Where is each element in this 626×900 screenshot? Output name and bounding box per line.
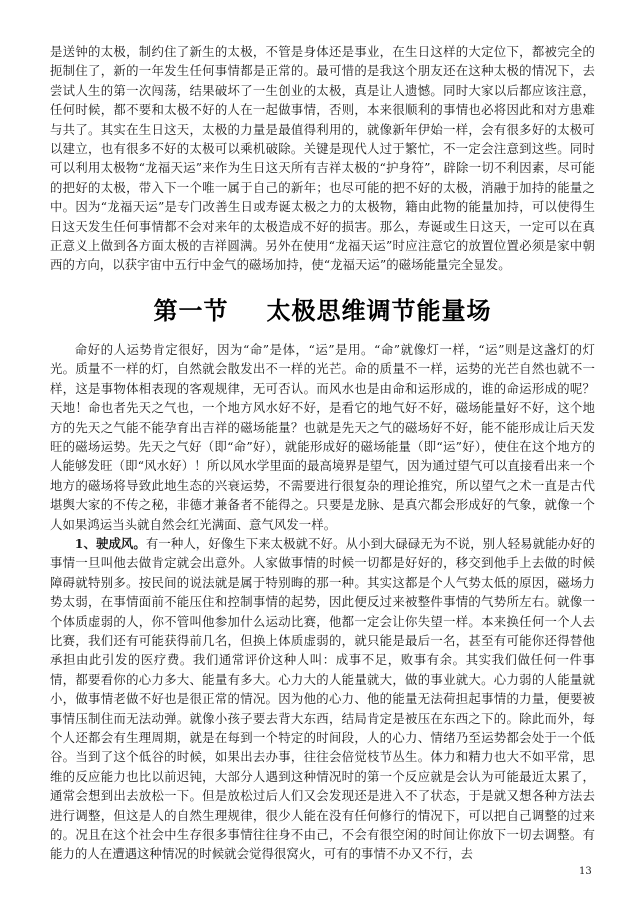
page-body: [50, 42, 595, 864]
paragraph-fate-and-fortune: 命好的人运势肯定很好，因为“命”是体，“运”是用。“命”就像灯一样，“运”则是这盏灯的灯光。质量不一样的灯，自然就会散发出不一样的光芒。命的质量不一样，运势的光芒自然也就不一样，这是事物体相表现的客观规律，无可否认。而风水也是由命和运形成的，谁的命运形成的呢？天地！命也者先天之气也，一个地方风水好不好，是看它的地气好不好，磁场能量好不好，这个地方的先天之气能不能孕育出吉祥的磁场能量？也就是先天之气的磁场好不好，能不能形成让后天发旺的磁场运势。先天之气好（即“命”好），就能形成好的磁场能量（即“运”好），使住在这个地方的人能够发旺（即“风水好）！所以风水学里面的最高境界是望气，因为通过望气可以直接看出来一个地方的磁场将导致此地生态的兴衰运势，不需要进行很复杂的理论推究，所以望气之术一直是古代堪舆大家的不传之秘，非德才兼备者不能得之。只要是龙脉、是真穴都会形成好的气象，就像一个人如果鸿运当头就自然会红光满面、意气风发一样。: [50, 341, 595, 532]
section-title: 太极思维调节能量场: [266, 296, 492, 325]
item-1-body: 有一种人，好像生下来太极就不好。从小到大碌碌无为不说，别人轻易就能办好的事情一旦叫他去做肯定就会出意外。人家做事情的时候一切都是好好的，移交到他手上去做的时候障碍就特别多。按民间的说法就是属于特别晦的那一种。其实这都是个人气势太低的原因，磁场力势太弱，在事情面前不能压住和控制事情的起势，因此便反过来被整件事情的气势所左右。就像一个体质虚弱的人，你不管叫他参加什么运动比赛，他都一定会让你失望一样。本来换任何一个人去比赛，我们还有可能获得前几名，但换上体质虚弱的，就只能是最后一名，甚至有可能你还得替他承担由此引发的医疗费。我们通常评价这种人叫：成事不足，败事有余。其实我们做任何一件事情，都要看你的心力多大、能量有多大。心力大的人能量就大，做的事业就大。心力弱的人能量就小，做事情老做不好也是很正常的情况。因为他的心力、他的能量无法荷担起事情的力量，便要被事情压制住而无法动弹。就像小孩子要去背大东西，结局肯定是被压在东西之下的。除此而外，每个人还都会有生理周期，就是在每到一个特定的时间段，人的心力、情绪乃至运势都会处于一个低谷。当到了这个低谷的时候，如果出去办事，往往会倍觉枝节丛生。体力和精力也大不如平常，思维的反应能力也比以前迟钝，大部分人遇到这种情况时的第一个反应就是会认为可能最近太累了，通常会想到出去放松一下。但是放松过后人们又会发现还是进入不了状态，于是就又想各种方法去进行调整，但这是人的自然生理规律，很少人能在没有任何修行的情况下，可以把自己调整的过来的。况且在这个社会中生存很多事情往往身不由己，不会有很空闲的时间让你放下一切去调整。有能力的人在遭遇这种情况的时候就会觉得很窝火，可有的事情不办又不行，去: [50, 535, 595, 862]
paragraph-item-1: [50, 534, 595, 864]
page-number: 13: [579, 866, 592, 877]
paragraph-continuation: 是送钟的太极，制约住了新生的太极，不管是身体还是事业，在生日这样的大定位下，都被完全的扼制住了，新的一年发生任何事情都是正常的。最可惜的是我这个朋友还在这种太极的情况下，去尝试人生的第一次闯荡，结果破坏了一生创业的太极，真是让人遗憾。同时大家以后都应该注意，任何时候，都不要和太极不好的人在一起做事情，否则，本来很顺利的事情也必将因此和对方患难与共了。其实在生日这天，太极的力量是最值得利用的，就像新年伊始一样，会有很多好的太极可以建立，也有很多不好的太极可以乘机破除。关键是现代人过于繁忙，不一定会注意到这些。同时可以利用太极物“龙福天运”来作为生日这天所有吉祥太极的“护身符”，辟除一切不利因素，尽可能的把好的太极，带入下一个唯一属于自己的新年；也尽可能的把不好的太极，消融于加持的能量之中。因为“龙福天运”是专门改善生日或寿诞太极之力的太极物，籍由此物的能量加持，可以使得生日这天发生任何事情都不会对来年的太极造成不好的损害。那么，寿诞或生日这天，一定可以在真正意义上做到各方面太极的吉祥圆满。另外在使用“龙福天运”时应注意它的放置位置必须是家中朝西的方向，以获宇宙中五行中金气的磁场加持，使“龙福天运”的磁场能量完全显发。: [50, 44, 595, 273]
item-1-lead: 1、驶成风。: [74, 535, 146, 551]
section-number: 第一节: [153, 296, 229, 325]
section-heading: [50, 291, 595, 326]
